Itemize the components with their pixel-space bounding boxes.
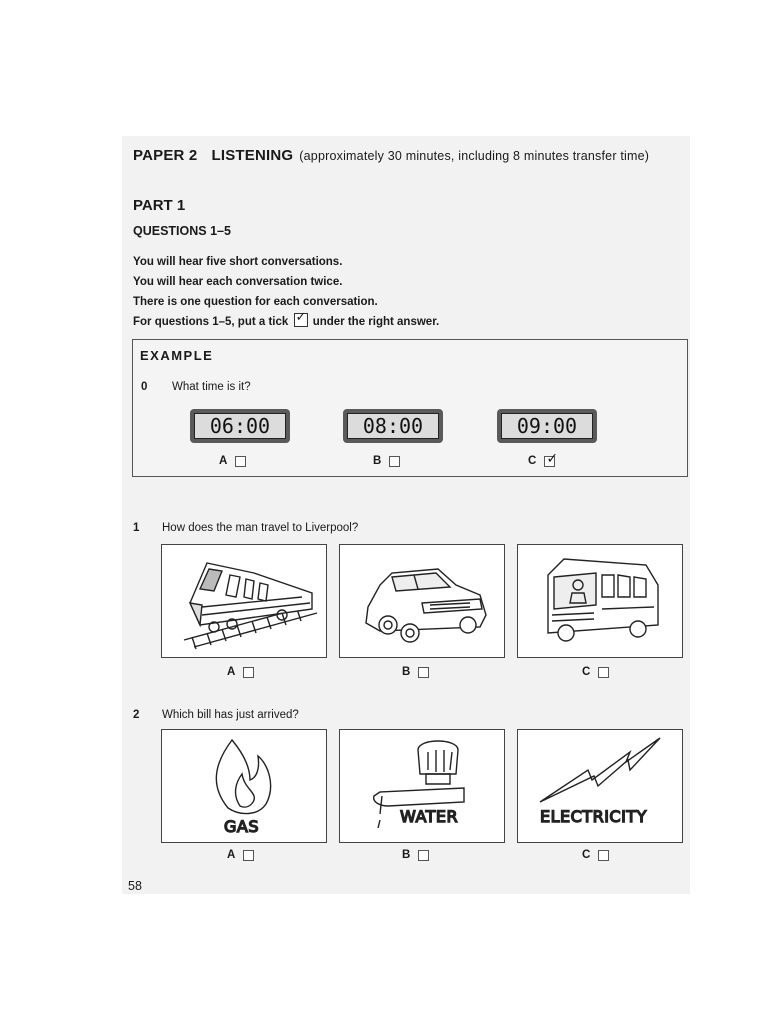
question-2-option-a[interactable]: A (227, 849, 254, 861)
questions-range: QUESTIONS 1–5 (133, 224, 231, 238)
paper-label: PAPER 2 (133, 147, 198, 164)
question-1-text: How does the man travel to Liverpool? (162, 522, 359, 534)
answer-checkbox[interactable] (235, 456, 246, 467)
example-option-c[interactable]: C ✓ (528, 449, 559, 467)
question-2-option-c[interactable]: C (582, 849, 609, 861)
answer-checkbox-ticked[interactable] (544, 449, 559, 467)
digital-clock-b: 08:00 (343, 409, 443, 443)
water-illustration (339, 729, 505, 843)
question-2-option-b[interactable]: B (402, 849, 429, 861)
answer-checkbox[interactable] (418, 667, 429, 678)
example-question: What time is it? (172, 381, 251, 393)
page-number: 58 (128, 879, 142, 893)
gas-illustration (161, 729, 327, 843)
answer-checkbox[interactable] (598, 850, 609, 861)
example-option-b[interactable]: B (373, 455, 400, 467)
electricity-label: ELECTRICITY (540, 807, 647, 826)
question-2-text: Which bill has just arrived? (162, 709, 299, 721)
digital-clock-a: 06:00 (190, 409, 290, 443)
example-title: EXAMPLE (140, 348, 214, 363)
instruction-line: You will hear five short conversations. (133, 256, 343, 268)
water-label: WATER (400, 807, 459, 826)
question-1-option-b[interactable]: B (402, 666, 429, 678)
car-illustration (339, 544, 505, 658)
instruction-line: You will hear each conversation twice. (133, 276, 343, 288)
gas-label: GAS (224, 817, 259, 836)
paper-subtitle: (approximately 30 minutes, including 8 minutes transfer time) (299, 149, 650, 163)
digital-clock-c: 09:00 (497, 409, 597, 443)
question-1-option-c[interactable]: C (582, 666, 609, 678)
answer-checkbox[interactable] (418, 850, 429, 861)
example-number: 0 (141, 381, 148, 393)
instruction-line-tick: For questions 1–5, put a tick ✓ under the right answer. (133, 309, 440, 328)
section-label: LISTENING (211, 147, 294, 164)
answer-checkbox[interactable] (243, 850, 254, 861)
question-1-number: 1 (133, 522, 140, 534)
question-1-option-a[interactable]: A (227, 666, 254, 678)
paper-heading (133, 147, 649, 164)
question-2-number: 2 (133, 709, 140, 721)
instruction-line: There is one question for each conversation. (133, 296, 378, 308)
part-heading: PART 1 (133, 197, 186, 214)
example-box (132, 339, 688, 477)
example-option-a[interactable]: A (219, 455, 246, 467)
instructions (133, 252, 439, 332)
electricity-illustration (517, 729, 683, 843)
tick-icon: ✓ (546, 449, 559, 466)
train-illustration (161, 544, 327, 658)
bus-illustration (517, 544, 683, 658)
tick-box-icon: ✓ (294, 313, 308, 327)
answer-checkbox[interactable] (389, 456, 400, 467)
answer-checkbox[interactable] (243, 667, 254, 678)
answer-checkbox[interactable] (598, 667, 609, 678)
